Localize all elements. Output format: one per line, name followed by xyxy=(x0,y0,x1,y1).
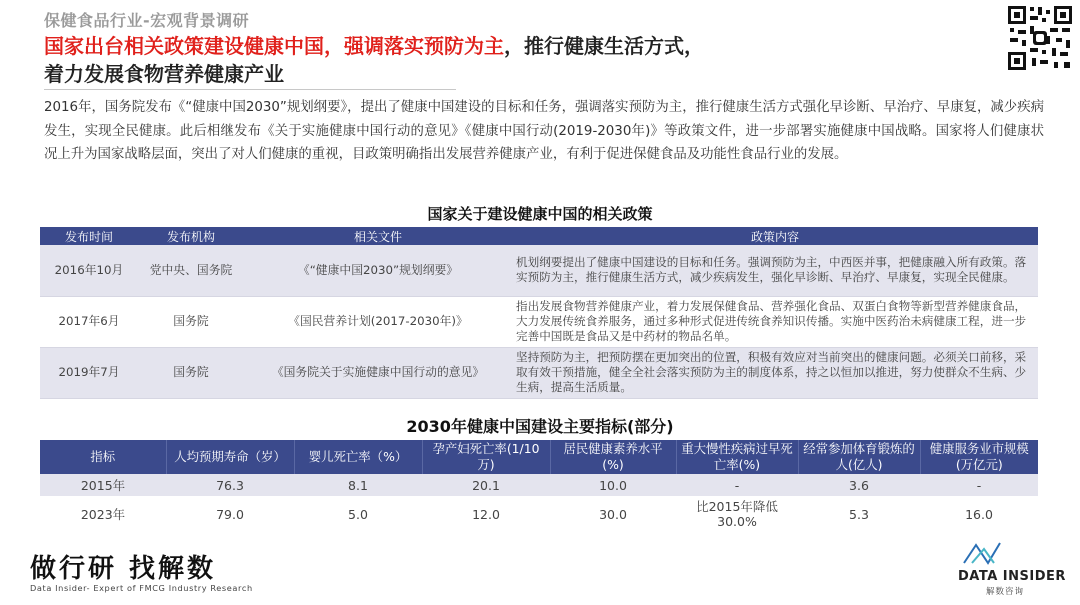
metric-cell: 2023年 xyxy=(80,506,126,522)
metric-cell: 8.1 xyxy=(348,477,368,493)
policy-org: 国务院 xyxy=(173,314,209,328)
table-row xyxy=(40,245,1038,296)
table-row xyxy=(40,474,1038,496)
header-content: 政策内容 xyxy=(512,227,1038,245)
metric-header: 人均预期寿命（岁） xyxy=(166,440,294,474)
metric-header: 指标 xyxy=(40,440,166,474)
logo-chinese-name: 解数咨询 xyxy=(986,587,1025,597)
policy-date: 2017年6月 xyxy=(58,314,120,328)
policy-header-row xyxy=(40,227,1038,245)
policy-doc: 《“健康中国2030”规划纲要》 xyxy=(297,262,459,277)
page-headline xyxy=(44,32,944,88)
metric-cell: 5.3 xyxy=(849,506,869,522)
policy-date: 2016年10月 xyxy=(54,262,124,277)
policy-doc: 《国民营养计划(2017-2030年)》 xyxy=(288,314,468,328)
brand-tagline: Data Insider- Expert of FMCG Industry Research xyxy=(30,583,253,593)
table-row xyxy=(40,347,1038,398)
policy-org: 国务院 xyxy=(173,365,209,379)
headline-emphasis: 国家出台相关政策建设健康中国，强调落实预防为主 xyxy=(44,34,504,58)
metric-cell: 79.0 xyxy=(216,506,244,522)
header-doc: 相关文件 xyxy=(244,227,512,245)
header-date: 发布时间 xyxy=(40,227,138,245)
section-label: 保健食品行业-宏观背景调研 xyxy=(44,11,250,30)
policy-doc: 《国务院关于实施健康中国行动的意见》 xyxy=(271,365,485,379)
metric-cell: 比2015年降低30.0% xyxy=(696,499,778,529)
headline-line2: 着力发展食物营养健康产业 xyxy=(44,62,284,86)
metrics-table-title: 2030年健康中国建设主要指标(部分) xyxy=(406,417,674,436)
metrics-header-row xyxy=(40,440,1038,474)
intro-paragraph: 2016年，国务院发布《“健康中国2030”规划纲要》，提出了健康中国建设的目标和任务，强调落实预防为主，推行健康生活方式强化早诊断、早治疗、早康复，减少疾病发生，实现全民健康。此后相继发布《关于实施健康中国行动的意见》《健康中国行动(2019-2030年)》等政策文件，进一步部署实施健康中国战略。国家将人们健康状况上升为国家战略层面，突出了对人们健康的重视，目政策明确指出发展营养健康产业，有利于促进保健食品及功能性食品行业的发展。 xyxy=(44,100,1044,162)
metric-header: 重大慢性疾病过早死亡率(%) xyxy=(676,440,798,474)
headline-rest: ，推行健康生活方式， xyxy=(504,34,704,58)
metric-header: 婴儿死亡率（%） xyxy=(294,440,422,474)
policy-date: 2019年7月 xyxy=(58,365,120,379)
policy-table xyxy=(40,227,1038,399)
qr-code-icon xyxy=(1006,4,1074,72)
policy-content: 指出发展食物营养健康产业，着力发展保健食品、营养强化食品、双蛋白食物等新型营养健康食品，大力发展传统食养服务，通过多种形式促进传统食养知识传播。实施中医药治未病健康工程，进一步完善中国既是食品又是中药材的物品名单。 xyxy=(516,299,1027,343)
metric-cell: 12.0 xyxy=(472,506,500,522)
metric-cell: 30.0 xyxy=(599,506,627,522)
table-row xyxy=(40,496,1038,532)
brand-slogan: 做行研 找解数 xyxy=(30,554,217,584)
policy-content: 坚持预防为主，把预防摆在更加突出的位置，积极有效应对当前突出的健康问题。必须关口前移，采取有效干预措施，健全全社会落实预防为主的制度体系，持之以恒加以推进，努力使群众不生病、少生病，提高生活质量。 xyxy=(516,350,1027,394)
metric-header: 经常参加体育锻炼的人(亿人) xyxy=(798,440,920,474)
metric-header: 居民健康素养水平(%) xyxy=(550,440,676,474)
headline-divider xyxy=(44,89,456,90)
metric-cell: 20.1 xyxy=(472,477,500,493)
metric-cell: 16.0 xyxy=(965,506,993,522)
table-row xyxy=(40,296,1038,347)
metric-header: 健康服务业市规模(万亿元) xyxy=(920,440,1038,474)
metric-cell: 3.6 xyxy=(849,477,869,493)
metric-cell: - xyxy=(976,477,982,493)
metric-cell: 10.0 xyxy=(599,477,627,493)
policy-table-title: 国家关于建设健康中国的相关政策 xyxy=(427,205,653,223)
logo-name: DATA INSIDER xyxy=(958,569,1066,584)
policy-content: 机划纲要提出了健康中国建设的目标和任务。强调预防为主，中西医并事，把健康融入所有政策。落实预防为主，推行健康生活方式，减少疾病发生，强化早诊断、早治疗、早康复，实现全民健康。 xyxy=(516,255,1027,285)
header-org: 发布机构 xyxy=(138,227,244,245)
policy-org: 党中央、国务院 xyxy=(149,262,233,277)
metric-header: 孕产妇死亡率(1/10万) xyxy=(422,440,550,474)
metric-cell: 76.3 xyxy=(216,477,244,493)
metric-cell: 5.0 xyxy=(348,506,368,522)
metric-cell: 2015年 xyxy=(80,477,126,493)
data-insider-logo-icon xyxy=(962,539,1006,567)
metric-cell: - xyxy=(734,477,740,493)
metrics-table xyxy=(40,440,1038,532)
